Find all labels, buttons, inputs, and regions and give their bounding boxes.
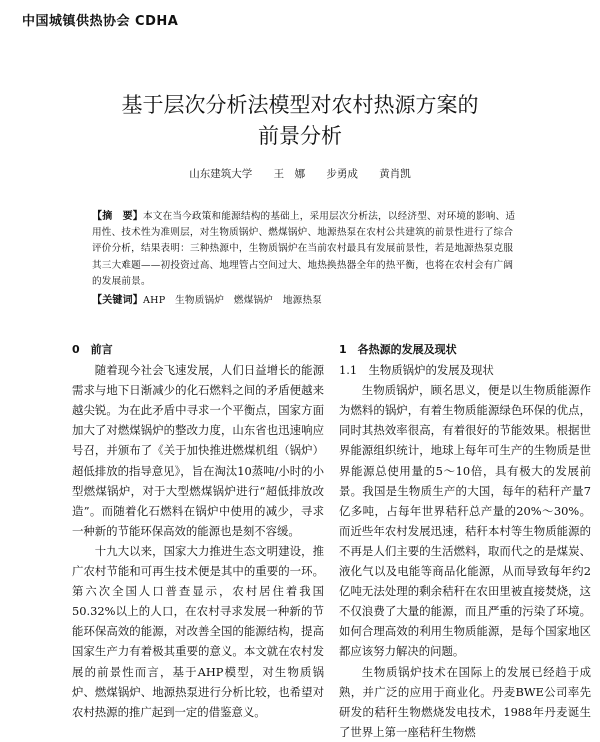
abstract-text: 本文在当今政策和能源结构的基础上，采用层次分析法，以经济型、对环境的影响、适用性、技术性为准则层，对生物质锅炉、燃煤锅炉、地源热泵在农村公共建筑的前景性进行了综合评价分析，结果表明：三种热源中，生物质锅炉在当前农村最具有发展前景性，若是地源热泵克服其三大难题——初投资过高、地埋管占空间过大、地热换热器全年的热平衡，也将在农村会有广阔的发展前景。 — [92, 211, 516, 287]
author-name: 步勇成 — [326, 168, 358, 180]
abstract-label: 【摘 要】 — [92, 211, 143, 222]
author-name: 黄肖凯 — [379, 168, 411, 180]
abstract — [92, 209, 522, 290]
keywords-label: 【关键词】 — [92, 295, 143, 306]
affiliation: 山东建筑大学 — [189, 168, 253, 180]
author-name: 王 娜 — [273, 168, 306, 180]
paper-title-line1: 基于层次分析法模型对农村热源方案的 — [121, 93, 479, 117]
author-line — [0, 166, 600, 181]
journal-header: 中国城镇供热协会 CDHA — [22, 14, 179, 29]
section-heading-intro: 0 前言 — [72, 343, 113, 356]
paragraph: 生物质锅炉，顾名思义，便是以生物质能源作为燃料的锅炉，有着生物质能源绿色环保的优点，同时其热效率很高，有着很好的节能效果。根据世界能源组织统计，地球上每年可生产的生物质是世界能源总使用量的5～10倍，具有极大的发展前景。我国是生物质生产的大国，每年的秸秆产量7亿多吨，占每年世界秸秆总产量的20%～30%。而近些年农村发展迅速，秸秆本村等生物质能源的不再是人们主要的生活燃料，取而代之的是煤炭、液化气以及电能等商品化能源，从而导致每年约2亿吨无法处理的剩余秸秆在农田里被直接焚烧，这不仅浪费了大量的能源，而且严重的污染了环境。如何合理高效的利用生物质能源，是每个国家地区都应该努力解决的问题。 — [339, 383, 591, 659]
paper-title-line2: 前景分析 — [258, 124, 342, 148]
right-column — [339, 340, 591, 742]
paragraph: 十九大以来，国家大力推进生态文明建设，推广农村节能和可再生技术便是其中的重要的一环。第六次全国人口普查显示，农村居住着我国50.32%以上的人口，在农村寻求发展一种新的节能环保高效的能源，对改善全国的能源结构，提高国家生产力有着极其重要的意义。本文就在农村发展的前景性而言，基于AHP模型，对生物质锅炉、燃煤锅炉、地源热泵进行分析比较，也希望对农村热源的推广起到一定的借鉴意义。 — [72, 543, 324, 719]
subsection-heading-1-1: 1.1 生物质锅炉的发展及现状 — [339, 363, 494, 378]
keywords — [92, 293, 522, 309]
section-heading-1: 1 各热源的发展及现状 — [339, 343, 457, 356]
paragraph: 生物质锅炉技术在国际上的发展已经趋于成熟，并广泛的应用于商业化。丹麦BWE公司率先研发的秸秆生物燃烧发电技术，1988年丹麦诞生了世界上第一座秸秆生物燃 — [339, 664, 591, 739]
paragraph: 随着现今社会飞速发展，人们日益增长的能源需求与地下日渐减少的化石燃料之间的矛盾便越来越尖锐。为在此矛盾中寻求一个平衡点，国家方面加大了对燃煤锅炉的整改力度，山东省也迅速响应号召，并颁布了《关于加快推进燃煤机组（锅炉）超低排放的指导意见》，旨在淘汰10蒸吨/小时的小型燃煤锅炉，对于大型燃煤锅炉进行“超低排放改造”。而随着化石燃料在锅炉中使用的减少，寻求一种新的节能环保高效的能源也是刻不容缓。 — [72, 363, 324, 538]
left-column — [72, 340, 324, 722]
keywords-text: AHP 生物质锅炉 燃煤锅炉 地源热泵 — [143, 295, 323, 306]
